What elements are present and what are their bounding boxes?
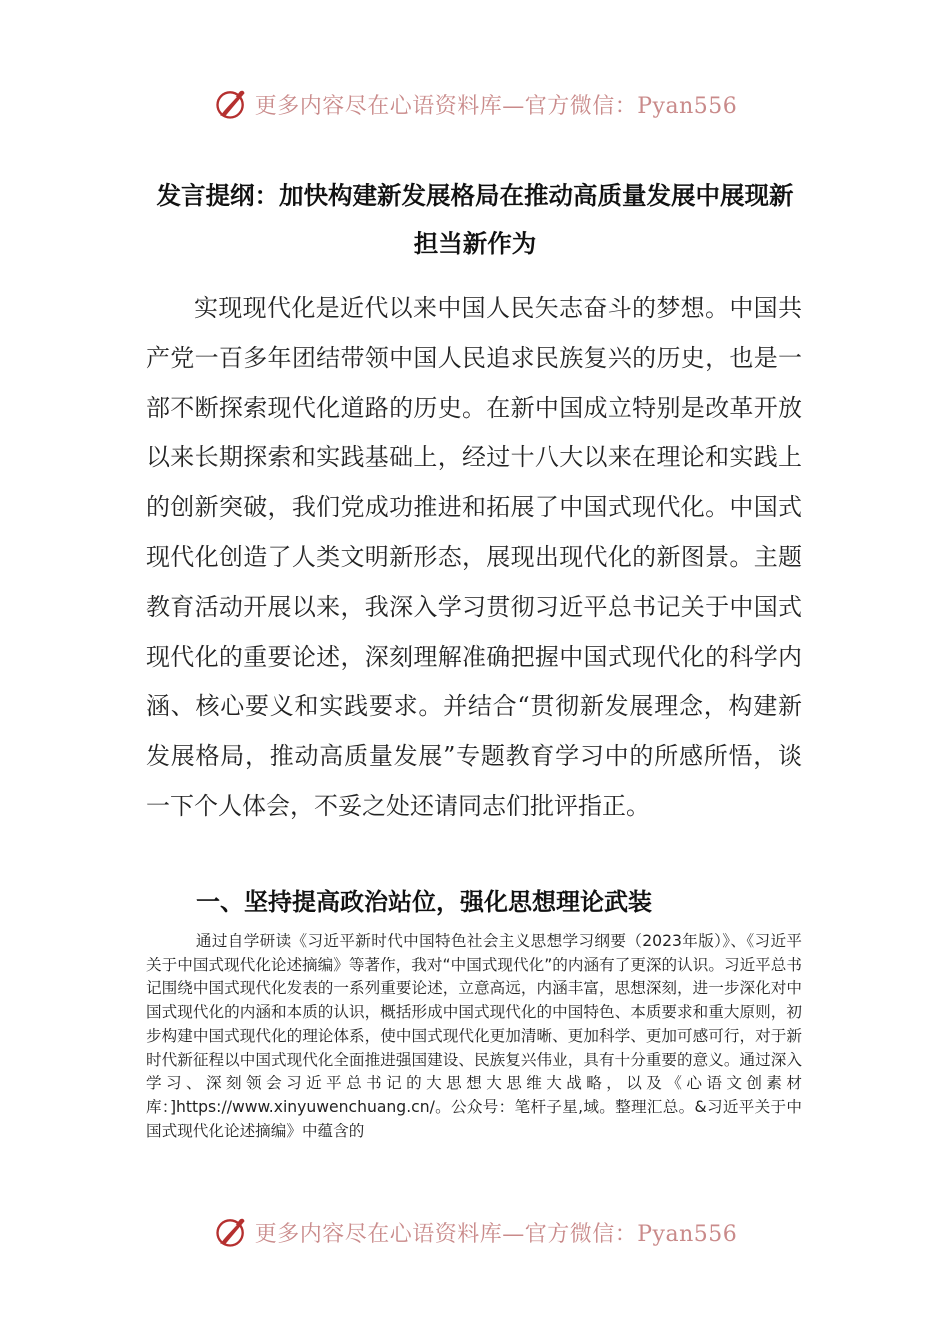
section-1-body bbox=[146, 930, 802, 1143]
quill-logo-icon bbox=[213, 1214, 249, 1250]
section-1-paragraph: 通过自学研读《习近平新时代中国特色社会主义思想学习纲要（2023年版）》、《习近平关于中国式现代化论述摘编》等著作，我对“中国式现代化”的内涵有了更深的认识。习近平总书记围绕中国式现代化发表的一系列重要论述，立意高远，内涵丰富，思想深刻，进一步深化对中国式现代化的内涵和本质的认识，概括形成中国式现代化的中国特色、本质要求和重大原则，初步构建中国式现代化的理论体系，使中国式现代化更加清晰、更加科学、更加可感可行，对于新时代新征程以中国式现代化全面推进强国建设、民族复兴伟业，具有十分重要的意义。通过深入学习、深刻领会习近平总书记的大思想大思维大战略，以及《心语文创素材库：]https://www.xinyuwenchuang.cn/。公众号：笔杆子星,域。整理汇总。&习近平关于中国式现代化论述摘编》中蕴含的 bbox=[146, 932, 802, 1140]
footer-banner-text: 更多内容尽在心语资料库—官方微信：Pyan556 bbox=[254, 1221, 738, 1247]
document-title: 发言提纲：加快构建新发展格局在推动高质量发展中展现新担当新作为 bbox=[156, 181, 794, 258]
quill-logo-icon bbox=[213, 86, 249, 122]
section-1-heading: 一、坚持提高政治站位，强化思想理论武装 bbox=[196, 888, 652, 916]
footer-banner bbox=[0, 1212, 950, 1252]
header-banner bbox=[0, 84, 950, 124]
header-banner-text: 更多内容尽在心语资料库—官方微信：Pyan556 bbox=[254, 93, 738, 119]
intro-section bbox=[146, 284, 802, 832]
intro-paragraph: 实现现代化是近代以来中国人民矢志奋斗的梦想。中国共产党一百多年团结带领中国人民追求民族复兴的历史，也是一部不断探索现代化道路的历史。在新中国成立特别是改革开放以来长期探索和实践基础上，经过十八大以来在理论和实践上的创新突破，我们党成功推进和拓展了中国式现代化。中国式现代化创造了人类文明新形态，展现出现代化的新图景。主题教育活动开展以来，我深入学习贯彻习近平总书记关于中国式现代化的重要论述，深刻理解准确把握中国式现代化的科学内涵、核心要义和实践要求。并结合“贯彻新发展理念，构建新发展格局，推动高质量发展”专题教育学习中的所感所悟，谈一下个人体会，不妥之处还请同志们批评指正。 bbox=[146, 294, 802, 820]
